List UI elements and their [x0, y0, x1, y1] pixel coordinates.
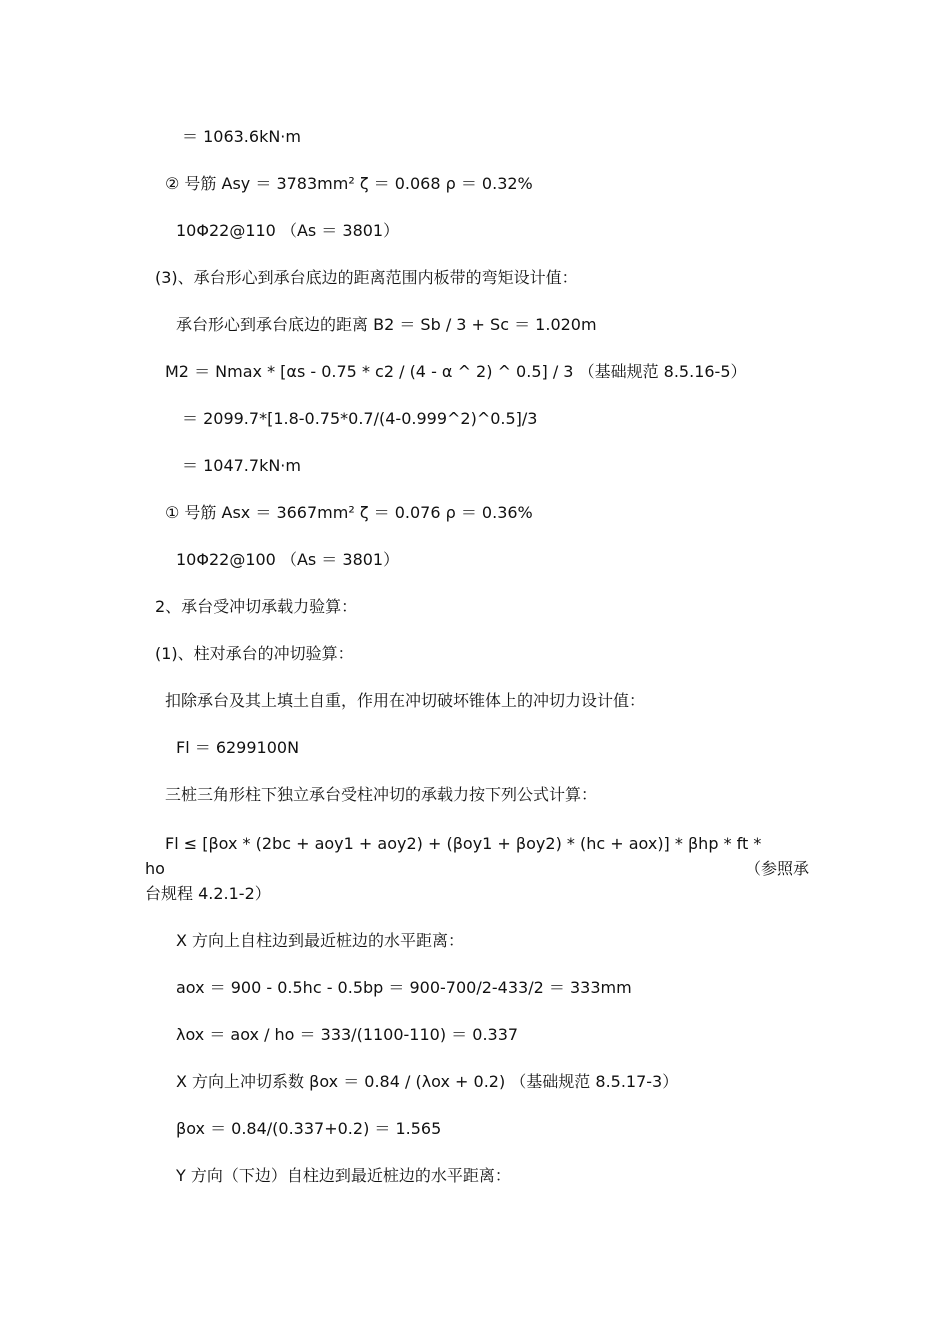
- y-direction-desc: Y 方向（下边）自柱边到最近桩边的水平距离：: [176, 1166, 511, 1185]
- m2-formula: M2 ＝ Nmax * [αs - 0.75 * c2 / (4 - α ^ 2) ^ 0.5] / 3 （基础规范 8.5.16-5）: [165, 362, 747, 381]
- formula-reference-part1: （参照承: [745, 859, 810, 878]
- three-pile-desc: 三桩三角形柱下独立承台受柱冲切的承载力按下列公式计算：: [165, 785, 598, 804]
- punching-formula-line1: Fl ≤ [βox * (2bc + aoy1 + aoy2) + (βoy1 + βoy2) * (hc + aox)] * βhp * ft *: [165, 834, 762, 853]
- aox-calc: aox ＝ 900 - 0.5hc - 0.5bp ＝ 900-700/2-433/2 ＝ 333mm: [176, 978, 632, 997]
- rebar-2-asy: ② 号筋 Asy ＝ 3783mm² ζ ＝ 0.068 ρ ＝ 0.32%: [165, 174, 533, 193]
- fl-value: Fl ＝ 6299100N: [176, 738, 300, 757]
- section-1-heading: (1)、柱对承台的冲切验算：: [155, 644, 354, 663]
- section-3-heading: (3)、承台形心到承台底边的距离范围内板带的弯矩设计值：: [155, 268, 578, 287]
- b2-distance: 承台形心到承台底边的距离 B2 ＝ Sb / 3 + Sc ＝ 1.020m: [176, 315, 597, 334]
- rebar-1-spec: 10Φ22@100 （As ＝ 3801）: [176, 550, 400, 569]
- formula-reference-part2: 台规程 4.2.1-2）: [145, 884, 271, 903]
- rebar-2-spec: 10Φ22@110 （As ＝ 3801）: [176, 221, 400, 240]
- beta-ox-result: βox ＝ 0.84/(0.337+0.2) ＝ 1.565: [176, 1119, 442, 1138]
- rebar-1-asx: ① 号筋 Asx ＝ 3667mm² ζ ＝ 0.076 ρ ＝ 0.36%: [165, 503, 533, 522]
- m2-substitution: ＝ 2099.7*[1.8-0.75*0.7/(4-0.999^2)^0.5]/3: [182, 409, 538, 428]
- punching-formula-line2: ho: [145, 859, 165, 878]
- lambda-ox-calc: λox ＝ aox / ho ＝ 333/(1100-110) ＝ 0.337: [176, 1025, 519, 1044]
- moment-result-1: ＝ 1063.6kN·m: [182, 127, 301, 146]
- punching-force-desc: 扣除承台及其上填土自重，作用在冲切破坏锥体上的冲切力设计值：: [165, 691, 646, 710]
- beta-ox-formula: X 方向上冲切系数 βox ＝ 0.84 / (λox + 0.2) （基础规范 8.5.17-3）: [176, 1072, 679, 1091]
- section-2-heading: 2、承台受冲切承载力验算：: [155, 597, 358, 616]
- x-direction-desc: X 方向上自柱边到最近桩边的水平距离：: [176, 931, 465, 950]
- moment-result-2: ＝ 1047.7kN·m: [182, 456, 301, 475]
